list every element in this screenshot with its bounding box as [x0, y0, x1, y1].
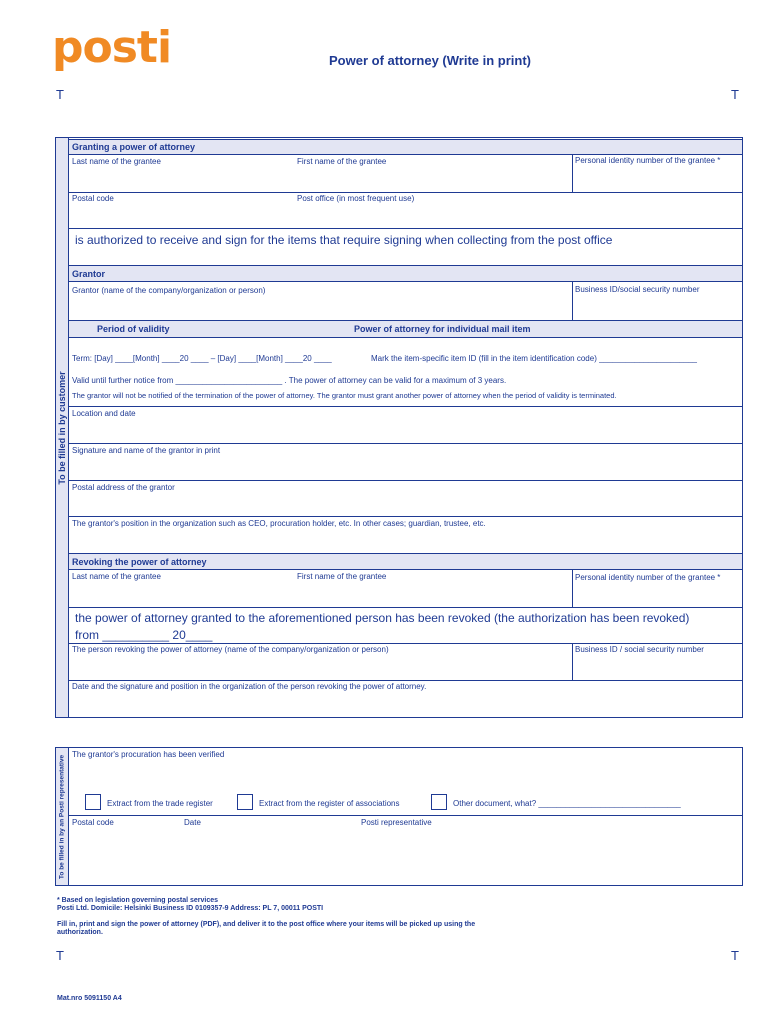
item-id-field[interactable]: Mark the item-specific item ID (fill in the item identification code) ______________________	[371, 354, 697, 363]
revoking-date-signature-label: Date and the signature and position in the organization of the person revoking the power of attorney.	[72, 682, 427, 691]
footnote-company: Posti Ltd. Domicile: Helsinki Business ID 0109357-9 Address: PL 7, 00011 POSTI	[57, 905, 324, 912]
t-mark-top-right: T	[731, 87, 739, 102]
associations-register-checkbox[interactable]	[237, 794, 253, 810]
location-date-label: Location and date	[72, 409, 136, 418]
divider	[572, 282, 573, 320]
grantor-position-label: The grantor's position in the organization such as CEO, procuration holder, etc. In other cases; guardian, trustee, etc.	[72, 519, 486, 528]
customer-side-label: To be filled in by customer	[57, 370, 67, 485]
posti-side-bar	[56, 748, 69, 885]
divider	[572, 643, 573, 680]
individual-mail-item-header: Power of attorney for individual mail item	[354, 324, 531, 334]
trade-register-label: Extract from the trade register	[107, 799, 213, 808]
grantee-first-name-label: First name of the grantee	[297, 157, 387, 166]
t-mark-bottom-right: T	[731, 948, 739, 963]
other-document-field[interactable]: Other document, what? ________________________________	[453, 799, 681, 808]
posti-form	[55, 747, 743, 886]
divider	[69, 643, 742, 644]
footnote-instructions: Fill in, print and sign the power of attorney (PDF), and deliver it to the post office where your items will be picked up using the	[57, 921, 476, 928]
grantor-business-id-label: Business ID/social security number	[575, 285, 700, 294]
other-document-checkbox[interactable]	[431, 794, 447, 810]
revoked-text: the power of attorney granted to the aforementioned person has been revoked (the authorization has been revoked)	[75, 611, 690, 625]
divider	[69, 516, 742, 517]
divider	[572, 155, 573, 192]
grantee-pin-label: Personal identity number of the grantee *	[575, 156, 721, 165]
grantor-header-band	[69, 265, 742, 282]
revoking-business-id-label: Business ID / social security number	[575, 645, 704, 654]
grantor-name-label: Grantor (name of the company/organization or person)	[72, 286, 266, 295]
authorized-text: is authorized to receive and sign for the items that require signing when collecting from the post office	[75, 233, 613, 247]
granting-header: Granting a power of attorney	[72, 142, 196, 152]
divider	[572, 570, 573, 607]
page-title: Power of attorney (Write in print)	[329, 53, 531, 68]
grantor-header: Grantor	[72, 269, 106, 279]
t-mark-top-left: T	[56, 87, 64, 102]
customer-side-bar	[56, 138, 69, 717]
divider	[69, 443, 742, 444]
divider	[69, 680, 742, 681]
revoke-pin-label: Personal identity number of the grantee *	[575, 573, 721, 582]
trade-register-checkbox[interactable]	[85, 794, 101, 810]
footnote-instructions-cont: authorization.	[57, 929, 103, 936]
revoke-last-name-label: Last name of the grantee	[72, 572, 161, 581]
period-of-validity-header: Period of validity	[97, 324, 170, 334]
revoking-header: Revoking the power of attorney	[72, 557, 207, 567]
t-mark-bottom-left: T	[56, 948, 64, 963]
revoking-person-label: The person revoking the power of attorney (name of the company/organization or person)	[72, 645, 389, 654]
divider	[69, 192, 742, 193]
term-field[interactable]: Term: [Day] ____[Month] ____20 ____ – [Day] ____[Month] ____20 ____	[72, 354, 332, 363]
post-office-label: Post office (in most frequent use)	[297, 194, 415, 203]
valid-until-field[interactable]: Valid until further notice from ________________________ . The power of attorney can be valid for a maximum of 3 years.	[72, 376, 507, 385]
revoked-from-field[interactable]: from __________ 20____	[75, 628, 213, 642]
postal-code-label: Postal code	[72, 194, 114, 203]
posti-date-label: Date	[184, 818, 201, 827]
divider	[69, 815, 742, 816]
grantor-postal-address-label: Postal address of the grantor	[72, 483, 175, 492]
not-notified-text: The grantor will not be notified of the termination of the power of attorney. The grantor must grant another power of attorney when the period of validity is terminated.	[72, 391, 617, 400]
divider	[69, 228, 742, 229]
divider	[69, 607, 742, 608]
posti-representative-label: Posti representative	[361, 818, 432, 827]
divider	[69, 480, 742, 481]
associations-register-label: Extract from the register of associations	[259, 799, 400, 808]
posti-side-label: To be filled in by an Posti representative	[58, 754, 66, 879]
posti-logo: posti	[52, 22, 172, 73]
material-number: Mat.nro 5091150 A4	[57, 995, 122, 1002]
footnote-legislation: * Based on legislation governing postal services	[57, 897, 219, 904]
procuration-verified-label: The grantor's procuration has been verified	[72, 750, 225, 759]
revoke-first-name-label: First name of the grantee	[297, 572, 387, 581]
divider	[69, 406, 742, 407]
posti-postal-code-label: Postal code	[72, 818, 114, 827]
grantee-last-name-label: Last name of the grantee	[72, 157, 161, 166]
grantor-signature-label: Signature and name of the grantor in print	[72, 446, 221, 455]
